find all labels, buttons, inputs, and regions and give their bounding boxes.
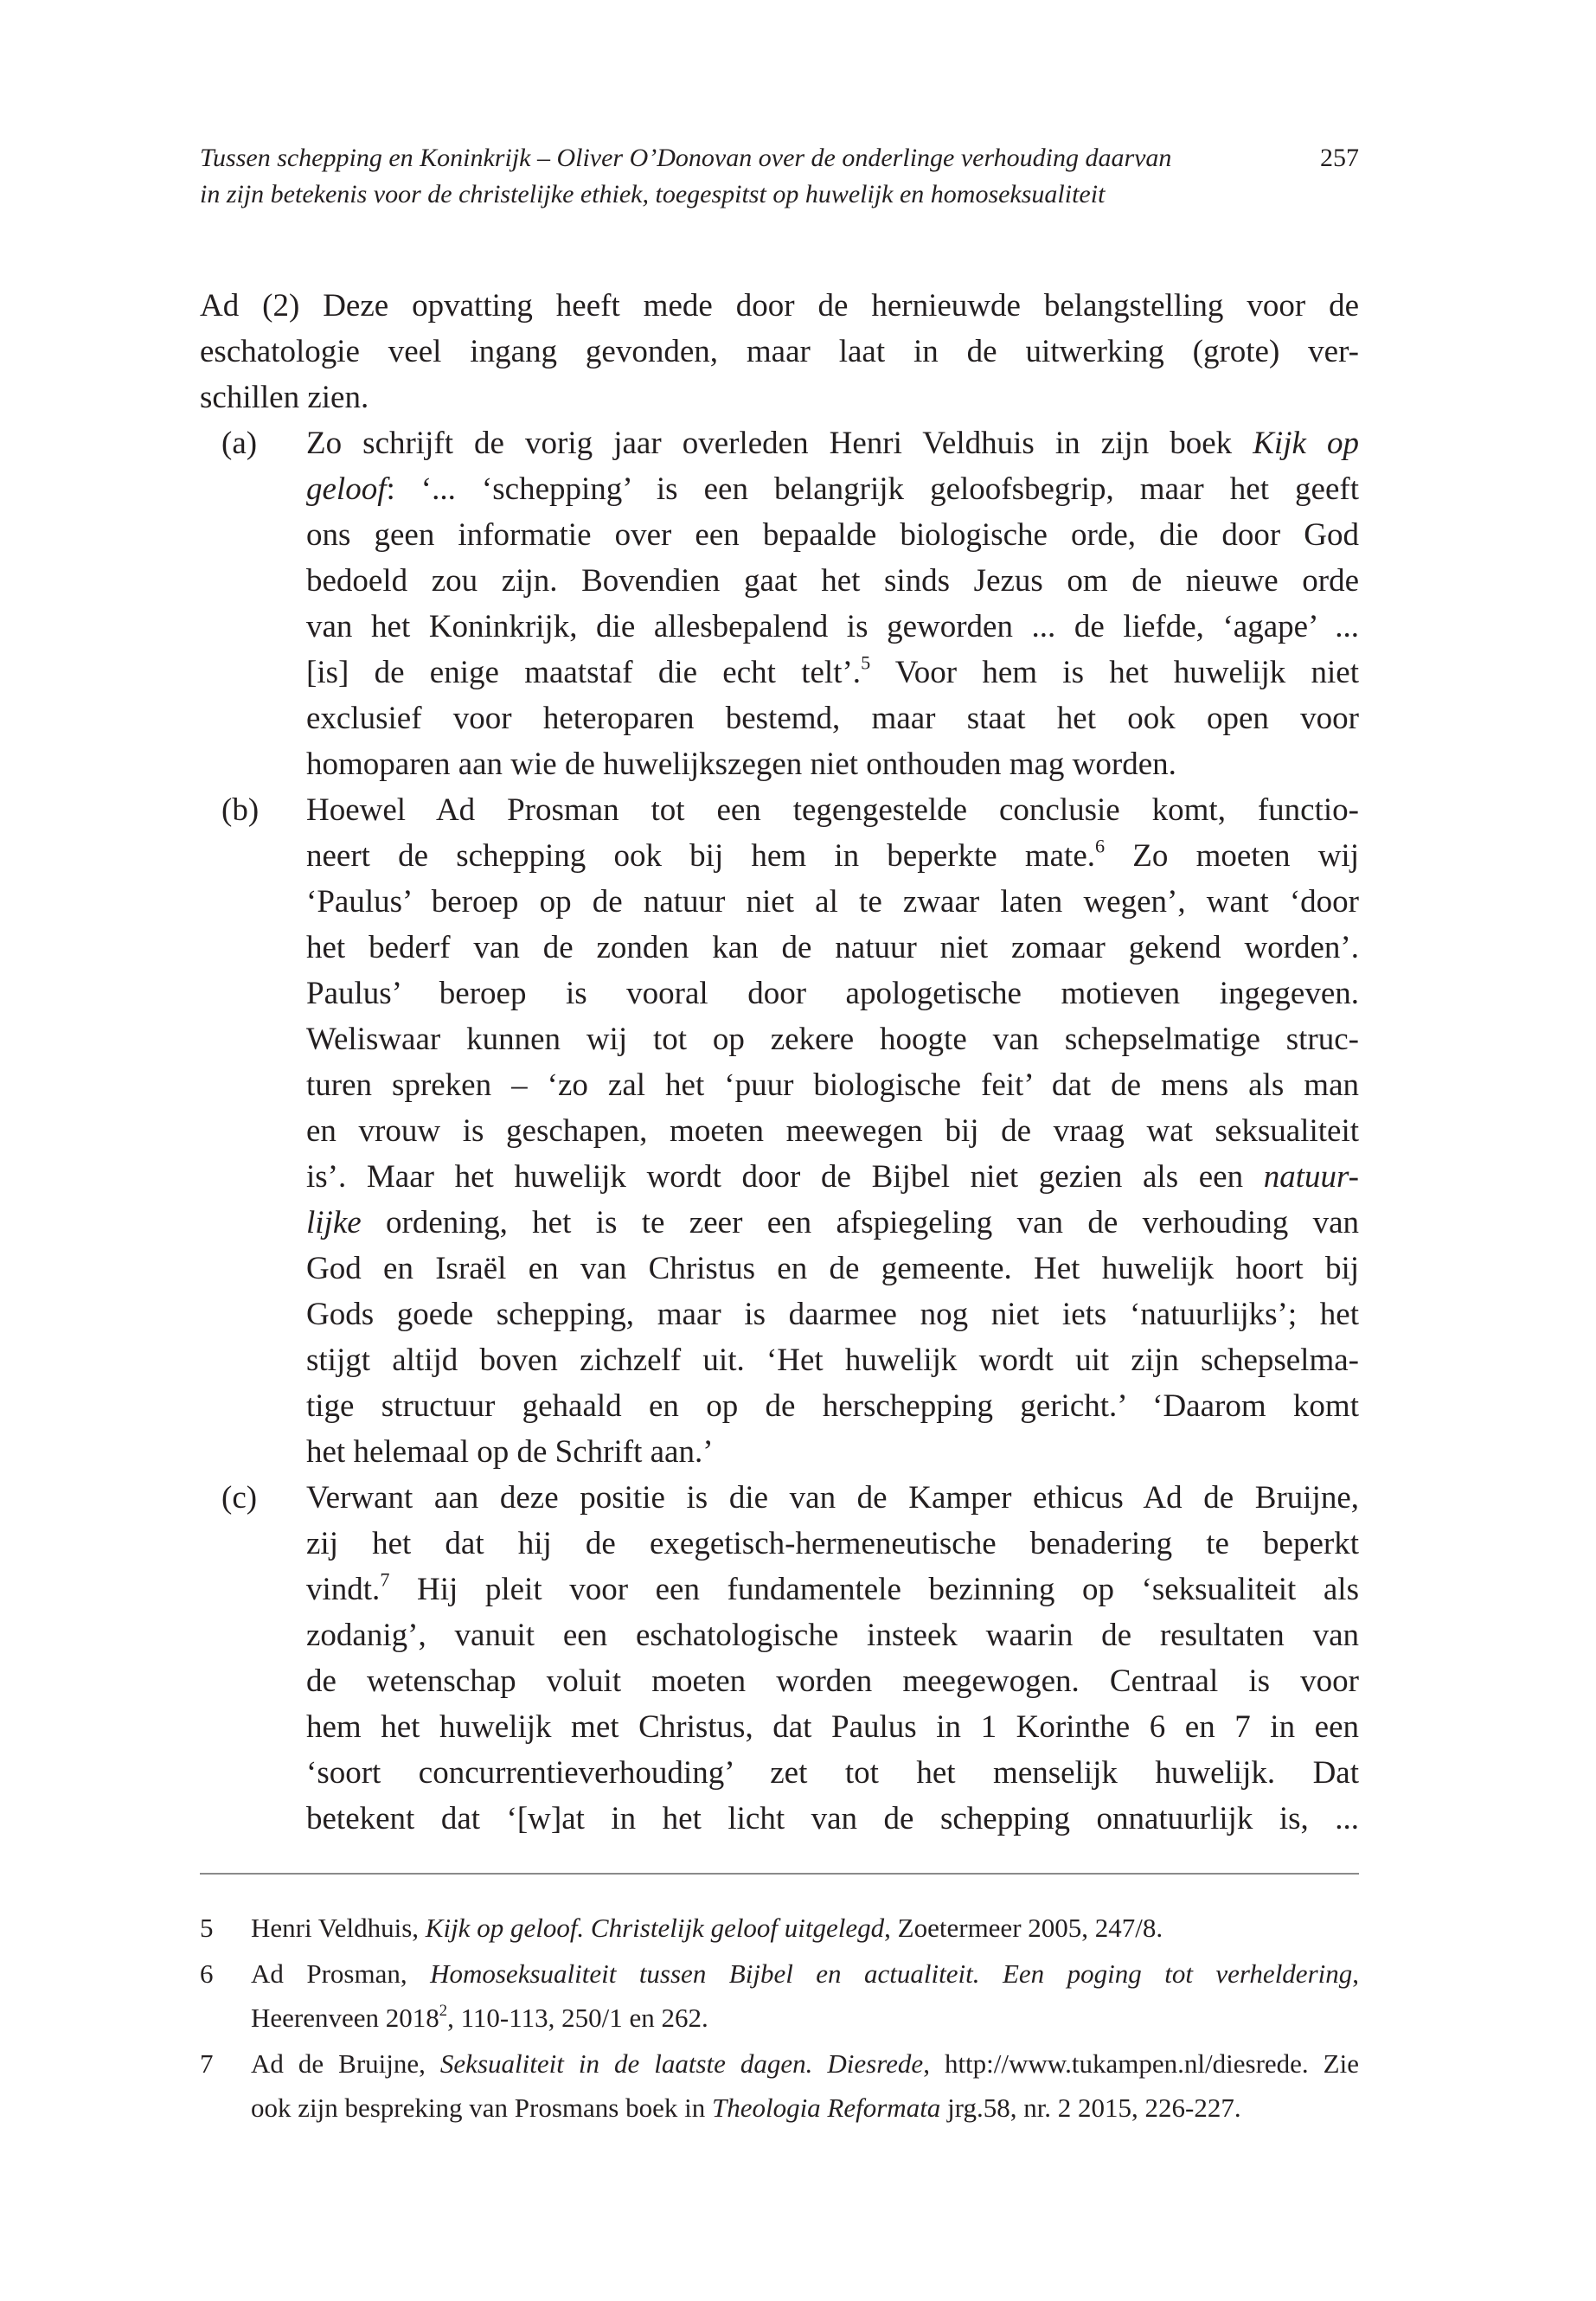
footnote-reference: 5	[861, 651, 871, 674]
footnote-reference: 2	[439, 2001, 448, 2020]
text-line	[306, 1658, 1359, 1704]
text-line	[306, 1475, 1359, 1521]
list-item-label: (b)	[221, 792, 260, 828]
text-line	[306, 1521, 1359, 1567]
footnote-line	[251, 2086, 1359, 2130]
text-run: zij het dat hij de exegetisch-hermeneutische benadering te beperkt	[306, 1526, 1359, 1561]
running-header	[200, 140, 1359, 213]
text-line	[306, 695, 1359, 741]
text-run: Voor hem is het huwelijk niet	[870, 655, 1360, 690]
text-line	[306, 787, 1359, 833]
text-run: zodanig’, vanuit een eschatologische insteek waarin de resultaten van	[306, 1618, 1359, 1653]
text-line	[306, 1704, 1359, 1750]
text-line	[306, 1154, 1359, 1200]
text-line	[306, 1108, 1359, 1154]
text-run: Heerenveen 2018	[251, 2003, 439, 2033]
footnote-line	[251, 1952, 1359, 1996]
text-run: Henri Veldhuis,	[251, 1913, 426, 1943]
footnote	[200, 1906, 1359, 1950]
body-text	[200, 283, 1359, 1842]
running-header-line-1: Tussen schepping en Koninkrijk – Oliver O’Donovan over de onderlinge verhouding daarvan	[200, 144, 1172, 172]
text-line	[306, 604, 1359, 650]
text-run: het helemaal op de Schrift aan.’	[306, 1434, 714, 1470]
text-run: Ad (2) Deze opvatting heeft mede door de hernieuwde belangstelling voor de	[200, 288, 1359, 324]
text-line	[306, 1337, 1359, 1383]
footnote-separator	[200, 1873, 1359, 1875]
italic-text: lijke	[306, 1205, 362, 1240]
text-run: stijgt altijd boven zichzelf uit. ‘Het huwelijk wordt uit zijn schepselma-	[306, 1343, 1359, 1378]
text-run: hem het huwelijk met Christus, dat Paulus in 1 Korinthe 6 en 7 in een	[306, 1709, 1359, 1745]
text-line	[306, 1612, 1359, 1658]
text-run: het bederf van de zonden kan de natuur niet zomaar gekend worden’.	[306, 930, 1359, 965]
text-line	[306, 1016, 1359, 1062]
text-run: en vrouw is geschapen, moeten meewegen bij de vraag wat seksualiteit	[306, 1113, 1359, 1149]
footnote-number: 6	[200, 1958, 214, 1989]
text-line	[306, 466, 1359, 512]
text-line	[306, 1200, 1359, 1246]
text-line	[306, 879, 1359, 925]
text-line	[306, 833, 1359, 879]
text-run: is’. Maar het huwelijk wordt door de Bijbel niet gezien als een	[306, 1159, 1264, 1195]
italic-text: natuur-	[1263, 1159, 1359, 1195]
italic-text: Seksualiteit in de laatste dagen. Diesrede	[439, 2048, 924, 2079]
text-line	[306, 1246, 1359, 1292]
italic-text: Kijk op	[1253, 426, 1359, 461]
text-run: ordening, het is te zeer een afspiegeling van de verhouding van	[361, 1205, 1359, 1240]
footnote-reference: 6	[1095, 835, 1106, 857]
text-run: , Zoetermeer 2005, 247/8.	[884, 1913, 1163, 1943]
text-line	[306, 1567, 1359, 1612]
text-run: eschatologie veel ingang gevonden, maar laat in de uitwerking (grote) ver-	[200, 334, 1359, 369]
text-run: van het Koninkrijk, die allesbepalend is geworden ... de liefde, ‘agape’ ...	[306, 609, 1359, 644]
enumerated-list	[200, 420, 1359, 1842]
footnote	[200, 1952, 1359, 2040]
page-number: 257	[1320, 144, 1359, 172]
text-line	[306, 971, 1359, 1016]
text-run: ‘soort concurrentieverhouding’ zet tot het menselijk huwelijk. Dat	[306, 1755, 1359, 1791]
text-run: Hij pleit voor een fundamentele bezinning op ‘seksualiteit als	[389, 1572, 1359, 1607]
text-run: ons geen informatie over een bepaalde biologische orde, die door God	[306, 517, 1359, 553]
text-run: de wetenschap voluit moeten worden meegewogen. Centraal is voor	[306, 1663, 1359, 1699]
italic-text: Homoseksualiteit tussen Bijbel en actualiteit. Een poging tot verheldering	[430, 1958, 1353, 1989]
list-item	[200, 420, 1359, 787]
text-run: God en Israël en van Christus en de gemeente. Het huwelijk hoort bij	[306, 1251, 1359, 1286]
text-run: ‘Paulus’ beroep op de natuur niet al te zwaar laten wegen’, want ‘door	[306, 884, 1359, 920]
text-line	[306, 420, 1359, 466]
text-line	[306, 1383, 1359, 1429]
text-run: homoparen aan wie de huwelijkszegen niet onthouden mag worden.	[306, 747, 1176, 782]
list-item-label: (a)	[221, 426, 258, 461]
text-run: Weliswaar kunnen wij tot op zekere hoogte van schepselmatige struc-	[306, 1022, 1359, 1057]
text-run: schillen zien.	[200, 380, 369, 415]
text-run: betekent dat ‘[w]at in het licht van de schepping onnatuurlijk is, ...	[306, 1801, 1359, 1836]
text-run: Gods goede schepping, maar is daarmee nog niet iets ‘natuurlijks’; het	[306, 1297, 1359, 1332]
text-run: Ad Prosman,	[251, 1958, 431, 1989]
italic-text: Kijk op geloof. Christelijk geloof uitgelegd	[425, 1913, 885, 1943]
list-item	[200, 787, 1359, 1475]
footnote-line	[251, 2041, 1359, 2086]
text-run: bedoeld zou zijn. Bovendien gaat het sinds Jezus om de nieuwe orde	[306, 563, 1359, 599]
text-run: turen spreken – ‘zo zal het ‘puur biologische feit’ dat de mens als man	[306, 1067, 1359, 1103]
text-line	[306, 512, 1359, 558]
italic-text: geloof	[306, 471, 387, 507]
text-line	[306, 1429, 1359, 1475]
text-line	[306, 558, 1359, 604]
text-run: tige structuur gehaald en op de herschepping gericht.’ ‘Daarom komt	[306, 1388, 1359, 1424]
text-run: ook zijn bespreking van Prosmans boek in	[251, 2093, 712, 2123]
text-run: Hoewel Ad Prosman tot een tegengestelde conclusie komt, functio-	[306, 792, 1359, 828]
text-run: ,	[1352, 1958, 1359, 1989]
running-header-line-2: in zijn betekenis voor de christelijke ethiek, toegespitst op huwelijk en homoseksualiteit	[200, 180, 1106, 208]
text-run: neert de schepping ook bij hem in beperkte mate.	[306, 838, 1096, 874]
text-line	[306, 925, 1359, 971]
text-run: Verwant aan deze positie is die van de Kamper ethicus Ad de Bruijne,	[306, 1480, 1359, 1516]
text-line	[306, 1750, 1359, 1796]
footnote-reference: 7	[380, 1568, 390, 1591]
text-run: exclusief voor heteroparen bestemd, maar staat het ook open voor	[306, 701, 1359, 736]
text-run: vindt.	[306, 1572, 381, 1607]
text-line	[306, 1796, 1359, 1842]
list-item-label: (c)	[221, 1480, 258, 1516]
text-run: jrg.58, nr. 2 2015, 226-227.	[940, 2093, 1241, 2123]
text-run: , 110-113, 250/1 en 262.	[447, 2003, 708, 2033]
text-run: [is] de enige maatstaf die echt telt’.	[306, 655, 862, 690]
text-run: Zo schrijft de vorig jaar overleden Henri Veldhuis in zijn boek	[306, 426, 1253, 461]
text-run: Ad de Bruijne,	[251, 2048, 440, 2079]
text-run: , http://www.tukampen.nl/diesrede. Zie	[923, 2048, 1359, 2079]
footnote	[200, 2041, 1359, 2130]
text-line	[306, 650, 1359, 695]
text-line	[200, 329, 1359, 375]
footnote-number: 7	[200, 2048, 214, 2079]
footnotes	[200, 1906, 1359, 2130]
list-item	[200, 1475, 1359, 1842]
text-run: Zo moeten wij	[1105, 838, 1359, 874]
italic-text: Theologia Reformata	[711, 2093, 941, 2123]
footnote-number: 5	[200, 1913, 214, 1943]
footnote-line	[251, 1996, 1359, 2040]
text-line	[306, 1292, 1359, 1337]
text-line	[306, 1062, 1359, 1108]
intro-paragraph	[200, 283, 1359, 420]
text-line	[306, 741, 1359, 787]
footnote-line	[251, 1906, 1359, 1950]
text-run: Paulus’ beroep is vooral door apologetische motieven ingegeven.	[306, 976, 1359, 1011]
text-line	[200, 375, 1359, 420]
text-run: : ‘... ‘schepping’ is een belangrijk geloofsbegrip, maar het geeft	[386, 471, 1359, 507]
text-line	[200, 283, 1359, 329]
